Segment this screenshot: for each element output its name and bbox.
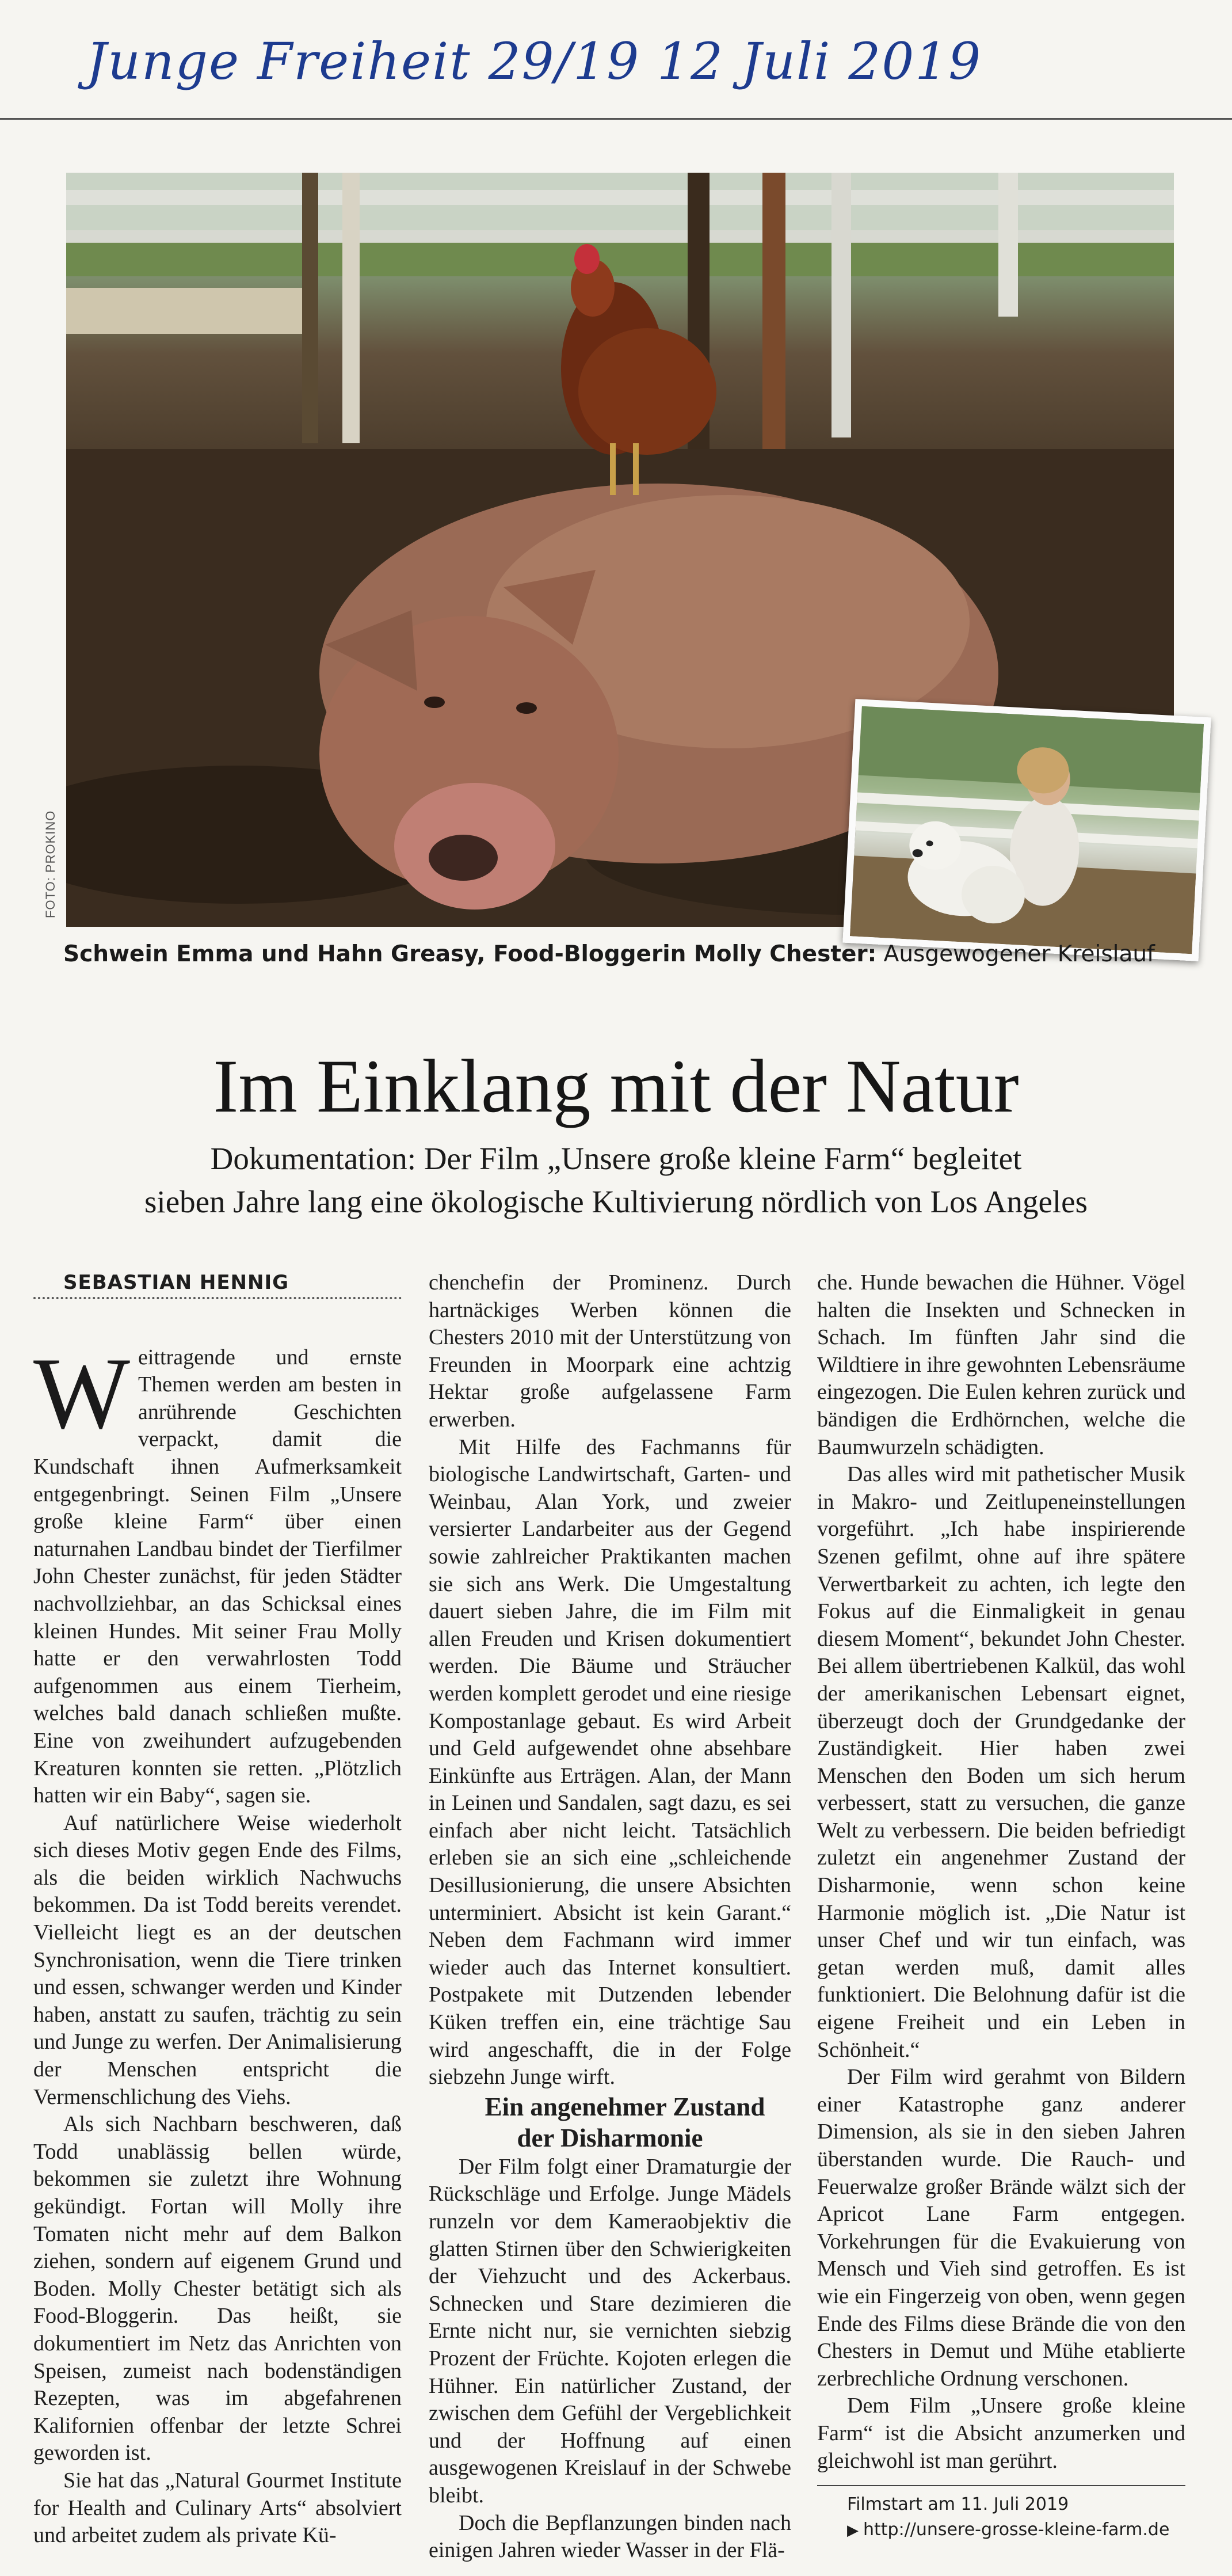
paragraph: Auf natürlichere Weise wiederholt sich dieses Motiv gegen Ende des Films, als die beiden wirklich Nachwuchs bekommen. Da ist Todd bereits verendet. Vielleicht liegt es an der deutschen Synchronisation, wenn die Tiere trinken und essen, schwanger werden und Kinder haben, anstatt zu saufen, trächtig zu sein und Junge zu werfen. Der Animalisierung der Menschen entspricht die Vermenschlichung des Viehs. [33, 1810, 402, 2109]
subhead-line-1: Dokumentation: Der Film „Unsere große kleine Farm“ begleitet [210, 1141, 1022, 1176]
arrow-right-icon: ▶ [847, 2522, 859, 2540]
caption-rest: Ausgewogener Kreislauf [876, 941, 1155, 967]
paragraph: Sie hat das „Natural Gourmet Institute for Health and Culinary Arts“ absolviert und arbeitet zudem als private Kü- [33, 2468, 402, 2548]
film-website-url[interactable]: http://unsere-grosse-kleine-farm.de [863, 2520, 1170, 2540]
paragraph [33, 1335, 402, 1810]
article-column-2 [429, 1269, 791, 2564]
paragraph: Als sich Nachbarn beschweren, daß Todd unablässig bellen würde, bekommen sie zuletzt ihre Wohnung gekündigt. Fortan will Molly ihre Tomaten nicht mehr auf dem Balkon ziehen, sondern auf eigenem Grund und Boden. Molly Chester betätigt sich als Food-Bloggerin. Das heißt, sie dokumentiert im Netz das Anrichten von Speisen, zumeist nach bodenständigen Rezepten, was im abgefahrenen Kalifornien offenbar der letzte Schrei geworden ist. [33, 2112, 402, 2465]
subheading-line-1: Ein angenehmer Zustand [485, 2092, 765, 2121]
author-byline: SEBASTIAN HENNIG [63, 1271, 289, 1294]
subhead-line-2: sieben Jahre lang eine ökologische Kultivierung nördlich von Los Angeles [144, 1184, 1088, 1219]
paragraph: chenchefin der Prominenz. Durch hartnäckiges Werben können die Chesters 2010 mit der Unterstützung von Freunden in Moorpark eine achtzig Hektar große aufgelassene Farm erwerben. [429, 1270, 791, 1432]
section-subheading [429, 2091, 791, 2153]
byline-dotted-rule [33, 1297, 402, 1299]
paragraph: Der Film wird gerahmt von Bildern einer Katastrophe ganz anderer Dimension, als sie in den sieben Jahren überstanden wurde. Die Rauch- und Feuerwalze großer Brände wälzt sich der Apricot Lane Farm entgegen. Vorkehrungen für die Evakuierung von Mensch und Vieh sind getroffen. Es ist wie ein Fingerzeig von oben, wenn gegen Ende des Films diese Brände die von den Chesters in Demut und Mühe etablierte zerbrechliche Ordnung verschonen. [817, 2065, 1185, 2391]
caption-bold: Schwein Emma und Hahn Greasy, Food-Bloggerin Molly Chester: [63, 941, 877, 967]
film-website-link[interactable] [817, 2517, 1185, 2543]
article-column-1 [33, 1269, 402, 2550]
photo-caption [63, 941, 1185, 967]
article-subhead [0, 1137, 1232, 1223]
paragraph: che. Hunde bewachen die Hühner. Vögel halten die Insekten und Schnecken in Schach. Im fünften Jahr sind die Wildtiere in ihre gewohnten Lebensräume eingezogen. Die Eulen kehren zurück und bändigen die Erdhörnchen, welche die Baumwurzeln schädigten. [817, 1270, 1186, 1459]
drop-cap: W [33, 1335, 131, 1450]
inset-photo-molly-with-dogs [842, 699, 1211, 961]
paragraph: Mit Hilfe des Fachmanns für biologische Landwirtschaft, Garten- und Weinbau, Alan York, und zweier versierter Landarbeiter aus der Gegend sowie zahlreicher Praktikanten machen sie sich ans Werk. Die Umgestaltung dauert sieben Jahre, die im Film mit allen Freuden und Krisen dokumentiert werden. Die Bäume und Sträucher werden komplett gerodet und eine riesige Kompostanlage gebaut. Es wird Arbeit und Geld aufgewendet ohne absehbare Einkünfte aus Erträgen. Alan, der Mann in Leinen und Sandalen, sagt dazu, es sei einfach aber nicht leicht. Tatsächlich erleben sie an sich eine „schleichende Desillusionierung, die unsere Absichten unterminiert. Absicht ist kein Garant.“ Neben dem Fachmann wird immer wieder auch das Internet konsultiert. Postpakete mit Dutzenden lebender Küken treffen ein, eine trächtige Sau wird angeschafft, die in der Folge siebzehn Junge wirft. [429, 1435, 791, 2090]
subheading-line-2: der Disharmonie [517, 2123, 703, 2152]
article-column-3 [817, 1269, 1185, 2543]
paragraph: Das alles wird mit pathetischer Musik in Makro- und Zeitlupeneinstellungen vorgeführt. „Ich habe inspirierende Szenen gefilmt, ohne auf ihre spätere Verwertbarkeit zu achten, ich legte den Fokus auf die Einmaligkeit in genau diesem Moment“, bekundet John Chester. Bei allem übertriebenen Kalkül, das wohl der amerikanischen Lebensart eignet, überzeugt doch der Grundgedanke der Zuständigkeit. Hier haben zwei Menschen den Boden um sich herum verbessert, statt zu versuchen, die ganze Welt zu verbessern. Die beiden befriedigt zuletzt ein angenehmer Zustand der Disharmonie, wenn schon keine Harmonie möglich ist. „Die Natur ist unser Chef und wir tun einfach, was getan werden muß, damit alles funktioniert. Die Belohnung dafür ist die eigene Freiheit und ein Leben in Schönheit.“ [817, 1462, 1185, 2062]
handwritten-source-note: Junge Freiheit 29/19 12 Juli 2019 [86, 32, 982, 91]
header-rule [0, 118, 1232, 120]
paragraph-text: eittragende und ernste Themen werden am besten in anrührende Geschichten verpackt, damit die Kundschaft ihnen Aufmerksamkeit entgegenbringt. Seinen Film „Unsere große kleine Farm“ über einen naturnahen Landbau bindet der Tierfilmer John Chester zunächst, für jeden Städter nachvollziehbar, an das Schicksal eines kleinen Hundes. Mit seiner Frau Molly hatte er den verwahrlosten Todd aufgenommen aus einem Tierheim, welches bald danach schließen mußte. Eine von zweihundert aufzugebenden Kreaturen konnten sie retten. „Plötzlich hatten wir ein Baby“, sagen sie. [33, 1345, 402, 1808]
article-headline: Im Einklang mit der Natur [213, 1044, 1019, 1128]
film-start-info: Filmstart am 11. Juli 2019 [847, 2494, 1069, 2515]
molly-dogs-illustration [850, 706, 1204, 954]
paragraph: Doch die Bepflanzungen binden nach einigen Jahren wieder Wasser in der Flä- [429, 2510, 791, 2563]
photo-credit: FOTO: PROKINO [43, 810, 58, 918]
info-box-rule [817, 2485, 1185, 2486]
paragraph: Der Film folgt einer Dramaturgie der Rückschläge und Erfolge. Junge Mädels runzeln vor dem Kameraobjektiv die glatten Stirnen über den Schwierigkeiten der Viehzucht und des Ackerbaus. Schnecken und Stare dezimieren die Ernte nicht nur, sie vernichten siebzig Prozent der Früchte. Kojoten erlegen die Hühner. Ein natürlicher Zustand, der zwischen dem Gefühl der Vergeblichkeit und der Hoffnung auf einen ausgewogenen Kreislauf in der Schwebe bleibt. [429, 2154, 791, 2507]
paragraph: Dem Film „Unsere große kleine Farm“ ist die Absicht anzumerken und gleichwohl ist man gerührt. [817, 2394, 1185, 2473]
